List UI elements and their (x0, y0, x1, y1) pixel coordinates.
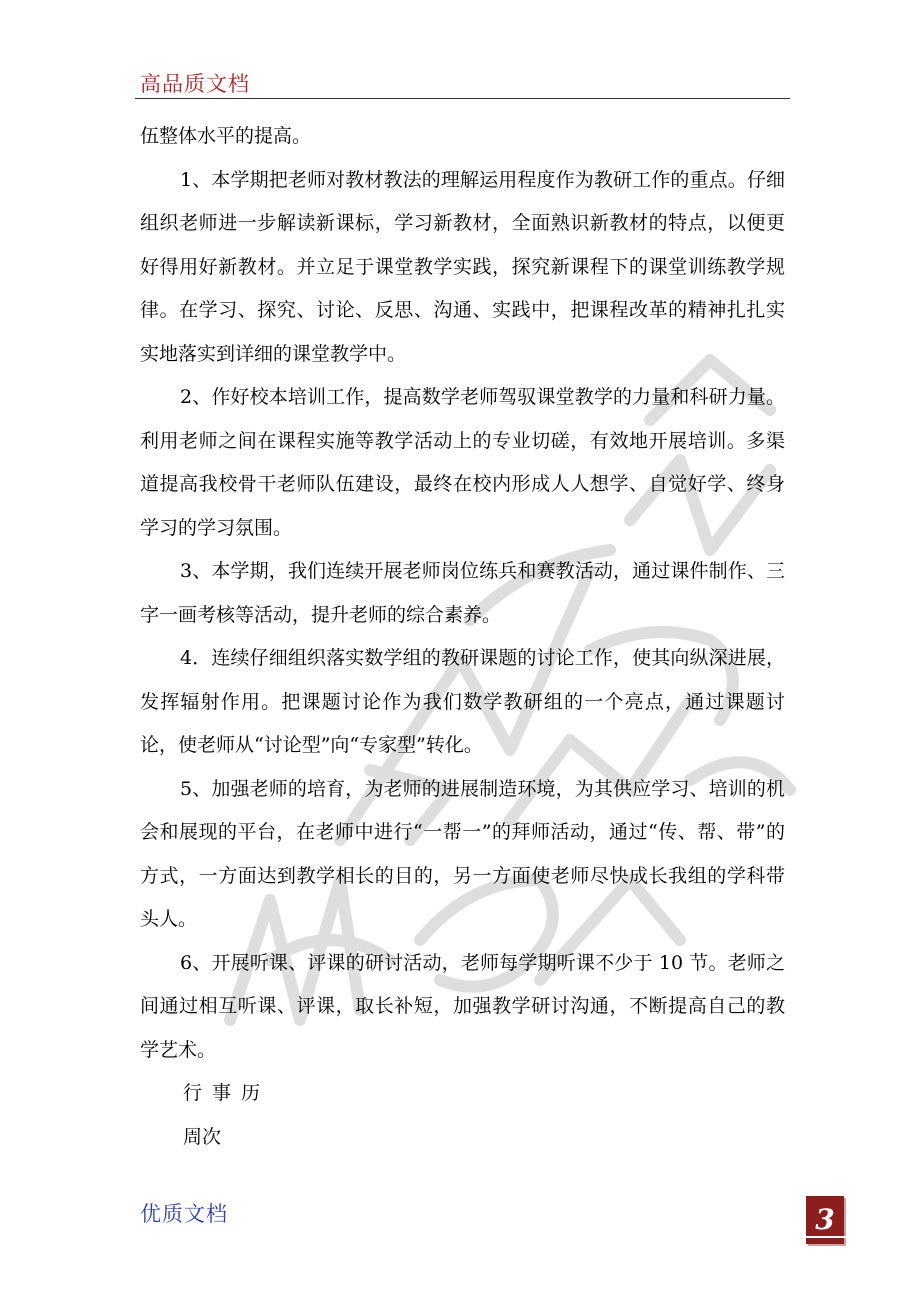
page-number-badge: 3 (806, 1196, 844, 1244)
section-heading: 行事历 (183, 1082, 271, 1104)
paragraph-item-3: 3、本学期，我们连续开展老师岗位练兵和赛教活动，通过课件制作、三字一画考核等活动，提升老师的综合素养。 (140, 560, 785, 626)
document-body (140, 115, 785, 1159)
paragraph-item-5: 5、加强老师的培育，为老师的进展制造环境，为其供应学习、培训的机会和展现的平台，在老师中进行“一帮一”的拜师活动，通过“传、帮、带”的方式，一方面达到教学相长的目的，另一方面使老师尽快成长我组的学科带头人。 (140, 777, 785, 930)
paragraph-item-1: 1、本学期把老师对教材教法的理解运用程度作为教研工作的重点。仔细组织老师进一步解读新课标，学习新教材，全面熟识新教材的特点，以便更好得用好新教材。并立足于课堂教学实践，探究新课程下的课堂训练教学规律。在学习、探究、讨论、反思、沟通、实践中，把课程改革的精神扎扎实实地落实到详细的课堂教学中。 (140, 168, 785, 365)
paragraph-intro: 伍整体水平的提高。 (140, 125, 312, 147)
header-title: 高品质文档 (140, 72, 250, 96)
page-badge-divider (800, 1236, 850, 1238)
week-label: 周次 (183, 1125, 222, 1148)
paragraph-item-6: 6、开展听课、评课的研讨活动，老师每学期听课不少于 10 节。老师之间通过相互听课、评课，取长补短，加强教学研讨沟通，不断提高自己的教学艺术。 (140, 951, 785, 1061)
footer-title: 优质文档 (140, 1202, 228, 1226)
paragraph-item-2: 2、作好校本培训工作，提高数学老师驾驭课堂教学的力量和科研力量。利用老师之间在课程实施等教学活动上的专业切磋，有效地开展培训。多渠道提高我校骨干老师队伍建设，最终在校内形成人人想学、自觉好学、终身学习的学习氛围。 (140, 386, 785, 539)
header-divider (135, 98, 790, 99)
paragraph-item-4: 4．连续仔细组织落实数学组的教研课题的讨论工作，使其向纵深进展，发挥辐射作用。把课题讨论作为我们数学教研组的一个亮点，通过课题讨论，使老师从“讨论型”向“专家型”转化。 (140, 647, 785, 756)
